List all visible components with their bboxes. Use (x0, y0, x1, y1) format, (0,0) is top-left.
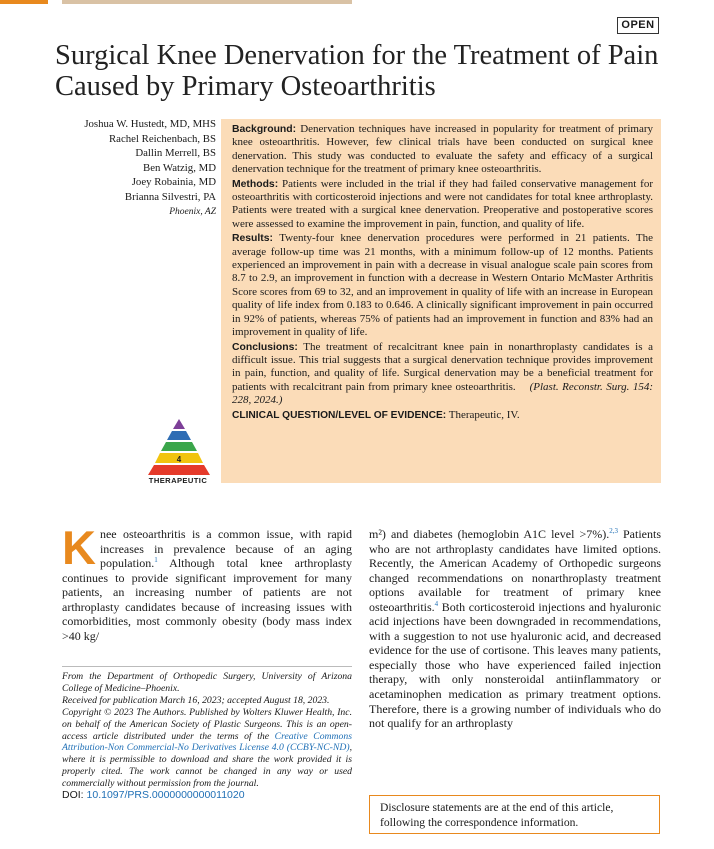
conclusions-label: Conclusions: (232, 341, 298, 353)
header-accent-bar (0, 0, 48, 4)
author: Joey Robainia, MD (131, 176, 216, 188)
header-section-title (62, 0, 352, 4)
methods-text: Patients were included in the trial if they had failed conservative management for osteoarthritis with corticosteroid injections and were not candidates for total knee arthroplasty. Patients were treated with a surgical knee denervation. Preoperative and postoperative scores were assessed to examine the improvement in pain, function, and quality of life. (232, 177, 654, 230)
methods-label: Methods: (232, 178, 279, 190)
results-label: Results: (232, 233, 273, 245)
author: Ben Watzig, MD (143, 161, 216, 174)
body-text: nee osteoarthritis is a common issue, with rapid increases in prevalence because of an aging population. (99, 527, 352, 571)
author: Joshua W. Hustedt, MD, MHS (84, 118, 216, 130)
body-column-2 (369, 527, 661, 731)
disclosure-box: Disclosure statements are at the end of this article, following the correspondence information. (369, 795, 660, 834)
body-text: Both corticosteroid injections and hyaluronic acid injections have been downgraded in recommendations, with a suggestion to not use hyaluronic acid, and decreased evidence for the use of cortisone. This leaves many patients, especially those who have experienced failed injection therapy, with only nonsteroidal antiinflammatory or acetaminophen medication as primary treatment options. Therefore, there is a growing number of individuals who do not qualify for an arthroplasty (369, 599, 661, 731)
abstract-conclusions (232, 341, 653, 408)
abstract-methods (232, 178, 653, 232)
department-note: From the Department of Orthopedic Surgery, University of Arizona College of Medicine–Phoenix. (62, 671, 352, 694)
abstract-box (221, 119, 661, 483)
drop-cap: K (62, 521, 96, 574)
pyramid-tier-3 (161, 442, 197, 451)
author: Dallin Merrell, BS (135, 147, 216, 159)
reference-link[interactable]: 4 (434, 599, 439, 608)
open-access-badge: OPEN (617, 17, 659, 34)
evidence-level-number: 4 (176, 455, 182, 464)
author: Rachel Reichenbach, BS (108, 132, 216, 145)
reference-link[interactable]: 1 (154, 556, 158, 565)
author-location: Phoenix, AZ (169, 207, 216, 217)
abstract-results (232, 232, 653, 339)
body-text: m²) and diabetes (hemoglobin A1C level >7%). (369, 527, 610, 541)
received-note: Received for publication March 16, 2023; accepted August 18, 2023. (62, 694, 330, 706)
pyramid-tier-1 (173, 419, 185, 429)
abstract-background (232, 123, 653, 177)
citation: (Plast. Reconstr. Surg. 154: 228, 2024.) (232, 380, 653, 407)
license-rest: , where it is permissible to download and share the work provided it is properly cited. The work cannot be changed in any way or used commercially without permission from the journal. (62, 742, 352, 790)
body-text: Patients who are not arthroplasty candidates have limited options. Recently, the American Academy of Orthopedic surgeons changed recommendations on nonarthroplasty treatment options available for treatment of primary knee osteoarthritis. (369, 527, 662, 614)
evidence-label: CLINICAL QUESTION/LEVEL OF EVIDENCE: (232, 409, 447, 421)
copyright-note (62, 707, 352, 790)
body-column-1 (62, 521, 352, 643)
reference-link[interactable]: 2,3 (609, 527, 618, 535)
pyramid-tier-5 (148, 465, 210, 475)
doi-label: DOI: (62, 789, 84, 802)
copyright-text: Copyright © 2023 The Authors. Published by Wolters Kluwer Health, Inc. on behalf of the American Society of Plastic Surgeons. This is an open-access article distributed under the terms of the (62, 706, 352, 742)
background-text: Denervation techniques have increased in popularity for treatment of primary knee osteoarthritis. However, few clinical trials have been conducted on surgical knee denervation. This study was conducted to evaluate the safety and efficacy of a surgical denervation technique for the treatment of primary knee osteoarthritis. (232, 123, 653, 176)
results-text: Twenty-four knee denervation procedures were performed in 21 patients. The average follow-up time was 21 months, with a minimum follow-up of 12 months. Patients experienced an improvement in pain with a decrease in visual analogue scale pain scores from 8.7 to 2.9, an improvement in function with a decrease in Western Ontario McMaster Arthritis Score scores from 69 to 32, and an improvement in quality of life with an increase in European quality of life index from 0.183 to 0.646. A clinically significant improvement in pain occurred in 92% of patients, whereas 75% of patients had an improvement in function and 83% had an improvement in quality of life. (232, 232, 653, 339)
author-list (40, 117, 216, 220)
article-title: Surgical Knee Denervation for the Treatment of Pain Caused by Primary Osteoarthritis (55, 40, 659, 102)
doi-link[interactable]: 10.1097/PRS.0000000000011020 (86, 789, 245, 802)
evidence-type-label: THERAPEUTIC (148, 476, 208, 485)
conclusions-text: The treatment of recalcitrant knee pain in nonarthroplasty candidates is a difficult issue. This trial suggests that a surgical denervation technique provides improvement in pain, function, and quality of life. Surgical denervation may be a beneficial treatment for patients with recalcitrant pain from primary knee osteoarthritis. (232, 340, 654, 393)
license-link[interactable]: Creative Commons Attribution-Non Commercial-No Derivatives License 4.0 (CCBY-NC-ND) (62, 730, 352, 754)
abstract-evidence (232, 409, 653, 422)
article-footnote (62, 666, 352, 802)
pyramid-tier-2 (167, 431, 191, 440)
evidence-text: Therapeutic, IV. (448, 408, 520, 421)
body-text: Although total knee arthroplasty continues to provide significant improvement for many patients, an increasing number of patients are not arthroplasty candidates because of increasing issues with comorbidities, most commonly obesity (body mass index >40 kg/ (62, 556, 352, 643)
author: Brianna Silvestri, PA (124, 190, 216, 203)
doi-line (62, 790, 352, 802)
background-label: Background: (232, 124, 297, 135)
journal-header-band (0, 0, 714, 8)
